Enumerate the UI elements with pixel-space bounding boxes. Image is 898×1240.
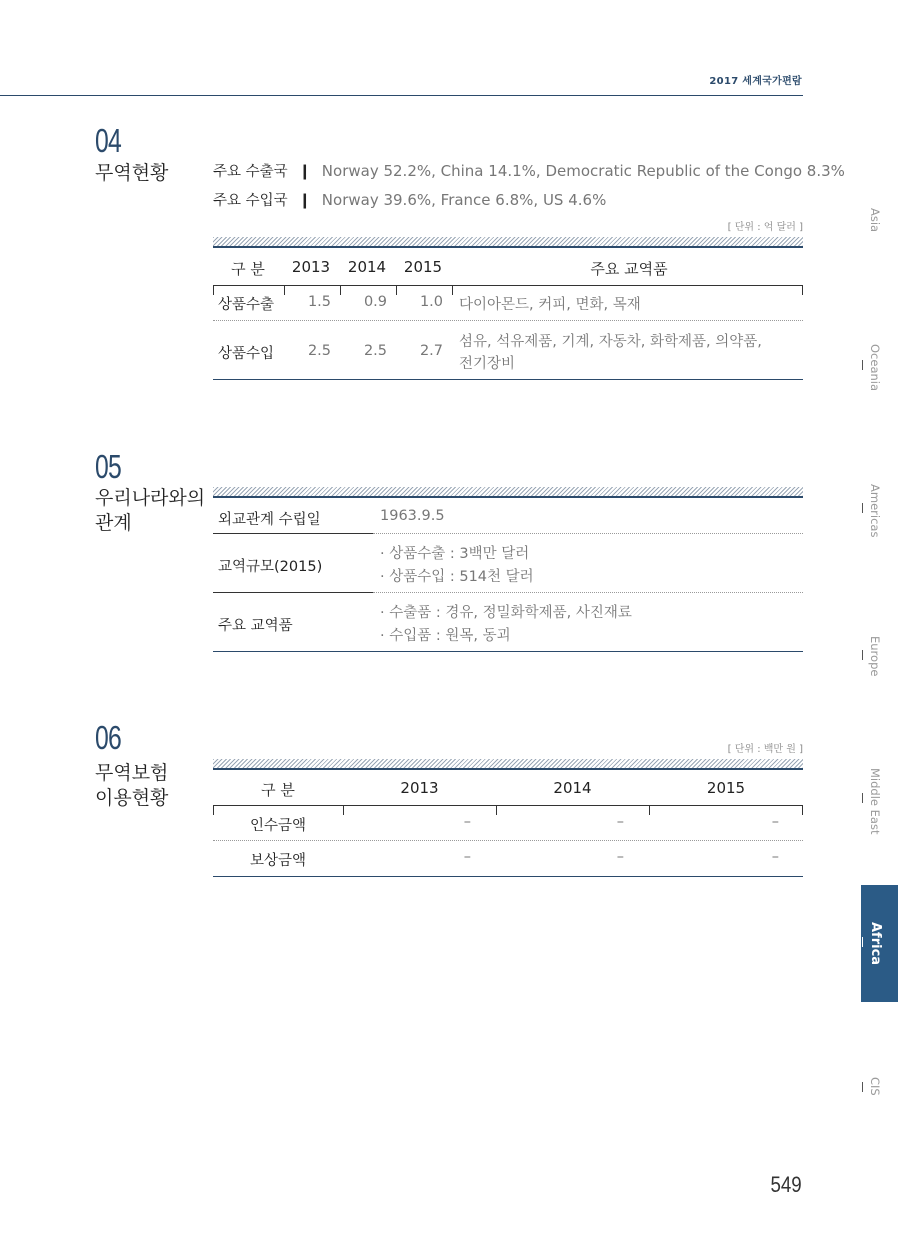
table-06-bottom-rule (213, 876, 803, 877)
table-06-header-category: 구 분 (261, 781, 295, 799)
export-value: Norway 52.2%, China 14.1%, Democratic Republic of the Congo 8.3% (321, 162, 845, 180)
main-import-countries (213, 189, 606, 210)
import-value: Norway 39.6%, France 6.8%, US 4.6% (321, 191, 607, 209)
section-05-number: 05 (95, 448, 122, 485)
table-05-row-trade-label: 교역규모(2015) (218, 559, 323, 575)
nav-tick (862, 1082, 863, 1092)
table-05-row-items-line2: · 수입품 : 원목, 동괴 (380, 628, 511, 644)
side-nav-africa[interactable]: Africa (868, 922, 883, 966)
table-05-row-items-line1: · 수출품 : 경유, 정밀화학제품, 사진재료 (380, 605, 632, 621)
tick (802, 285, 803, 295)
table-05-row-items-label: 주요 교역품 (218, 618, 293, 634)
nav-tick (862, 650, 863, 660)
row-divider (213, 840, 803, 841)
table-06-row-compensation-2014: – (616, 849, 624, 865)
tick (802, 805, 803, 815)
nav-tick (862, 360, 863, 370)
table-04-row-export-label: 상품수출 (218, 297, 275, 313)
section-06-title-line1: 무역보험 (95, 762, 169, 784)
table-04-row-import-2015: 2.7 (419, 343, 443, 359)
table-06-row-compensation-label: 보상금액 (249, 853, 307, 869)
side-nav-oceania[interactable]: Oceania (868, 344, 882, 392)
table-04-header-items: 주요 교역품 (590, 260, 668, 278)
table-05-row-diplomatic-value: 1963.9.5 (380, 508, 445, 524)
main-export-countries (213, 160, 845, 181)
table-04-row-export-2015: 1.0 (419, 294, 443, 310)
label-rule (213, 533, 373, 534)
table-04-header-category: 구 분 (231, 260, 265, 278)
table-04-row-export-2013: 1.5 (307, 294, 331, 310)
side-nav-europe[interactable]: Europe (868, 636, 882, 677)
table-06-header-2013: 2013 (400, 779, 439, 797)
side-nav-americas[interactable]: Americas (868, 484, 882, 538)
label-rule (213, 592, 373, 593)
table-06-row-underwriting-2014: – (616, 814, 624, 830)
table-06-row-underwriting-2013: – (463, 814, 471, 830)
separator: ❙ (298, 162, 312, 180)
row-divider (373, 592, 803, 593)
table-05-row-trade-line2: · 상품수입 : 514천 달러 (380, 569, 534, 585)
side-nav-cis[interactable]: CIS (868, 1077, 882, 1096)
table-04-header-2013: 2013 (291, 258, 331, 276)
table-04-top-rule (213, 237, 803, 248)
table-04-header-2015: 2015 (403, 258, 443, 276)
table-06-header-rule (213, 805, 803, 806)
table-05-row-diplomatic-label: 외교관계 수립일 (218, 512, 321, 528)
side-nav-asia[interactable]: Asia (868, 208, 882, 233)
table-04-row-import-items-cont: 전기장비 (459, 356, 516, 372)
table-05-top-rule (213, 487, 803, 498)
table-06-row-compensation-2013: – (463, 849, 471, 865)
table-04-row-import-2014: 2.5 (363, 343, 387, 359)
tick (213, 285, 214, 295)
tick (452, 285, 453, 295)
separator: ❙ (298, 191, 312, 209)
section-04-title: 무역현황 (95, 162, 169, 184)
row-divider (373, 533, 803, 534)
row-divider (213, 320, 803, 321)
table-06-row-underwriting-2015: – (771, 814, 779, 830)
table-06-row-underwriting-label: 인수금액 (249, 818, 307, 834)
section-04-number: 04 (95, 122, 122, 159)
running-header: 2017 세계국가편람 (709, 76, 802, 87)
table-05-bottom-rule (213, 651, 803, 652)
nav-tick (862, 503, 863, 513)
table-04-row-import-2013: 2.5 (307, 343, 331, 359)
table-06-top-rule (213, 759, 803, 770)
section-06-unit: [ 단위 : 백만 원 ] (727, 744, 803, 755)
section-05-title-line2: 관계 (95, 512, 132, 534)
table-04-row-import-label: 상품수입 (218, 346, 275, 362)
section-06-number: 06 (95, 719, 122, 756)
table-05-row-trade-line1: · 상품수출 : 3백만 달러 (380, 546, 530, 562)
table-06-row-compensation-2015: – (771, 849, 779, 865)
import-label: 주요 수입국 (213, 193, 288, 209)
table-04-header-2014: 2014 (347, 258, 387, 276)
table-04-row-export-2014: 0.9 (363, 294, 387, 310)
section-05-title-line1: 우리나라와의 (95, 487, 206, 509)
table-04-row-import-items: 섬유, 석유제품, 기계, 자동차, 화학제품, 의약품, (459, 334, 762, 350)
table-06-header-2014: 2014 (553, 779, 592, 797)
header-rule (0, 95, 803, 96)
table-04-header-rule (213, 285, 803, 286)
section-04-unit: [ 단위 : 억 달러 ] (727, 222, 803, 233)
nav-tick (862, 793, 863, 803)
page-number: 549 (770, 1172, 802, 1197)
nav-tick (862, 937, 863, 947)
side-nav-middle-east[interactable]: Middle East (868, 768, 882, 835)
export-label: 주요 수출국 (213, 164, 288, 180)
table-04-bottom-rule (213, 379, 803, 380)
section-06-title-line2: 이용현황 (95, 787, 169, 809)
table-06-header-2015: 2015 (706, 779, 746, 797)
table-04-row-export-items: 다이아몬드, 커피, 면화, 목재 (459, 297, 641, 313)
